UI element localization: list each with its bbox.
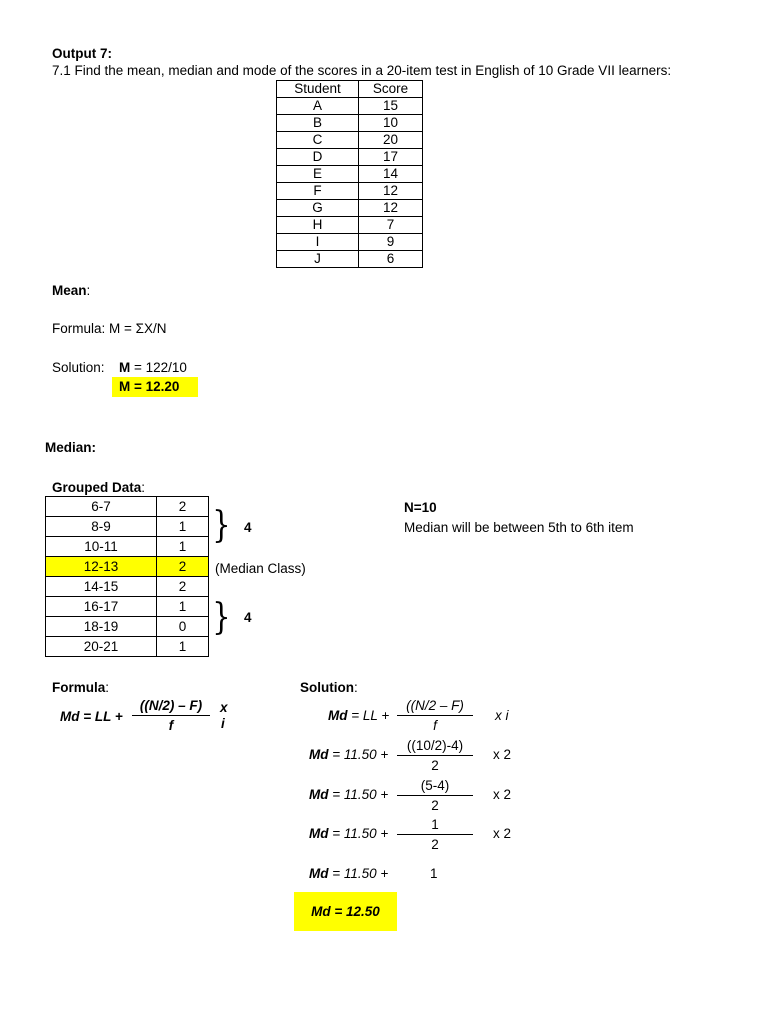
table-row	[46, 637, 209, 657]
score-cell: 14	[359, 166, 423, 183]
table-row	[277, 132, 423, 149]
page-title: Output 7:	[52, 46, 112, 61]
grouped-data-label: Grouped Data:	[52, 480, 146, 495]
table-row	[46, 497, 209, 517]
frequency-cell: 2	[157, 557, 209, 577]
student-cell: C	[277, 132, 359, 149]
student-cell: B	[277, 115, 359, 132]
solution-step-2-lhs: Md = 11.50 +	[309, 747, 389, 762]
table-row	[277, 166, 423, 183]
table-row	[277, 98, 423, 115]
table-row	[277, 251, 423, 268]
solution-step-4-lhs: Md = 11.50 +	[309, 826, 389, 841]
brace-bottom-value: 4	[244, 610, 252, 625]
solution-step-3-fraction: $\frac{(5-4)}{2}$	[397, 778, 473, 813]
solution-step-2-mult: x 2	[493, 747, 512, 762]
frequency-cell: 2	[157, 577, 209, 597]
solution-step-1-fraction: $\frac{((N/2 - F)}{f}$	[397, 698, 473, 733]
class-interval-cell: 20-21	[46, 637, 157, 657]
student-cell: F	[277, 183, 359, 200]
score-cell: 12	[359, 200, 423, 217]
frequency-cell: 2	[157, 497, 209, 517]
score-cell: 9	[359, 234, 423, 251]
score-column-header: Score	[359, 81, 423, 98]
mean-solution-step: M = 122/10	[119, 360, 187, 375]
table-row	[277, 217, 423, 234]
student-cell: I	[277, 234, 359, 251]
table-row	[277, 183, 423, 200]
student-cell: G	[277, 200, 359, 217]
formula-x: x	[220, 700, 228, 715]
table-row	[277, 200, 423, 217]
student-cell: D	[277, 149, 359, 166]
class-interval-cell: 12-13	[46, 557, 157, 577]
table-row	[277, 234, 423, 251]
mean-heading: Mean:	[52, 283, 91, 298]
frequency-cell: 1	[157, 637, 209, 657]
student-column-header: Student	[277, 81, 359, 98]
class-interval-cell: 16-17	[46, 597, 157, 617]
brace-bottom: }	[212, 597, 231, 638]
score-cell: 17	[359, 149, 423, 166]
mean-result: M = 12.20	[112, 377, 198, 397]
solution-heading: Solution:	[300, 680, 358, 695]
solution-step-5-value: 1	[430, 866, 438, 881]
table-row	[277, 115, 423, 132]
frequency-cell: 0	[157, 617, 209, 637]
solution-step-3-lhs: Md = 11.50 +	[309, 787, 389, 802]
solution-step-5-lhs: Md = 11.50 +	[309, 866, 389, 881]
student-cell: E	[277, 166, 359, 183]
score-table-header	[277, 81, 423, 98]
student-cell: J	[277, 251, 359, 268]
score-table	[276, 80, 423, 268]
median-class-label: (Median Class)	[215, 561, 306, 576]
table-row	[46, 577, 209, 597]
grouped-data-table	[45, 496, 209, 657]
frequency-cell: 1	[157, 597, 209, 617]
table-row	[46, 597, 209, 617]
median-class-row	[46, 557, 209, 577]
student-cell: H	[277, 217, 359, 234]
score-cell: 20	[359, 132, 423, 149]
frequency-cell: 1	[157, 517, 209, 537]
median-position-note: Median will be between 5th to 6th item	[404, 520, 634, 535]
table-row	[46, 537, 209, 557]
solution-step-4-mult: x 2	[493, 826, 512, 841]
formula-heading: Formula:	[52, 680, 110, 695]
class-interval-cell: 14-15	[46, 577, 157, 597]
n-label: N=10	[404, 500, 437, 515]
score-cell: 12	[359, 183, 423, 200]
frequency-cell: 1	[157, 537, 209, 557]
class-interval-cell: 10-11	[46, 537, 157, 557]
class-interval-cell: 8-9	[46, 517, 157, 537]
question-text: 7.1 Find the mean, median and mode of the scores in a 20-item test in English of 10 Grade VII learners:	[52, 63, 672, 78]
brace-top: }	[212, 505, 231, 546]
student-cell: A	[277, 98, 359, 115]
brace-top-value: 4	[244, 520, 252, 535]
score-cell: 15	[359, 98, 423, 115]
table-row	[46, 517, 209, 537]
solution-step-3-mult: x 2	[493, 787, 512, 802]
solution-step-2-fraction: $\frac{((10/2)-4)}{2}$	[397, 738, 473, 773]
median-result: Md = 12.50	[294, 892, 397, 931]
formula-lhs: Md = LL +	[60, 709, 123, 724]
mean-formula: Formula: M = ΣX/N	[52, 321, 167, 336]
mean-solution-label: Solution:	[52, 360, 105, 375]
score-cell: 10	[359, 115, 423, 132]
median-heading: Median:	[45, 440, 97, 455]
table-row	[277, 149, 423, 166]
formula-fraction: $\frac{((N/2) - F)}{f}$	[132, 698, 210, 733]
table-row	[46, 617, 209, 637]
solution-step-1-lhs: Md = LL +	[328, 708, 390, 723]
score-cell: 6	[359, 251, 423, 268]
solution-step-4-fraction: $\frac{1}{2}$	[397, 817, 473, 852]
score-cell: 7	[359, 217, 423, 234]
class-interval-cell: 6-7	[46, 497, 157, 517]
formula-i: i	[221, 716, 225, 731]
solution-step-1-mult: x i	[495, 708, 509, 723]
class-interval-cell: 18-19	[46, 617, 157, 637]
